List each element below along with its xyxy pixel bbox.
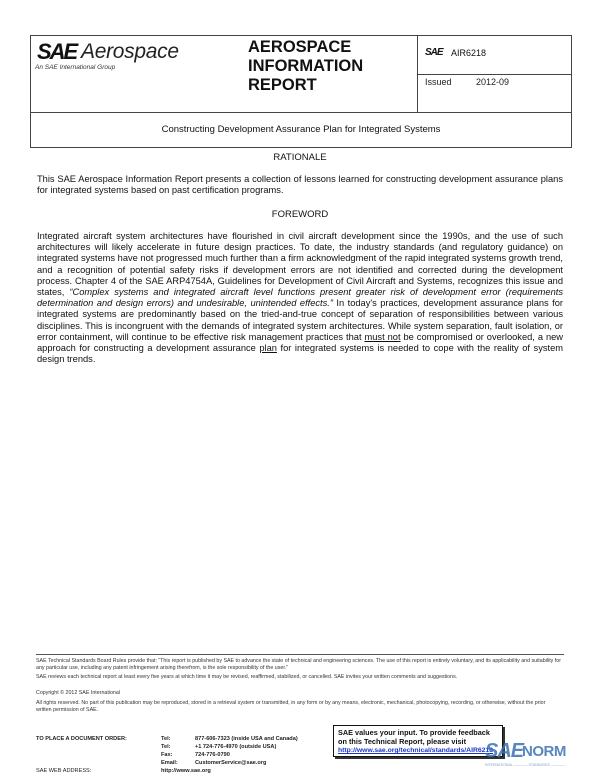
sae-aerospace-logo xyxy=(31,36,221,113)
foreword-text-part: Integrated aircraft system architectures have flourished in civil aircraft development since the 1990s, and the use of such architectures will likely accelerate in future design practices. To date, the industry standards (and regulatory guidance) on integrated systems have not progressed much further than a firm acknowledgment of the rapid integrated systems growth trend, and a recognition of potential safety risks if development errors are not identified and corrected during the development process. Chapter 4 of the SAE ARP4754A, Guidelines for Development of Civil Aircraft and Systems, recognizes this issue and states, xyxy=(37,231,563,298)
doc-type-line: REPORT xyxy=(248,76,317,94)
document-header xyxy=(30,35,572,148)
rationale-heading: RATIONALE xyxy=(273,152,327,163)
web-label: SAE WEB ADDRESS: xyxy=(36,768,92,774)
feedback-box xyxy=(333,725,503,757)
board-rules-text: SAE Technical Standards Board Rules provide that: “This report is published by SAE to advance the state of technical and engineering sciences. The use of this report is entirely voluntary, and its applicability and suitability for any particular use, including any patent infringement arising therefrom, is the sole responsibility of the user.” xyxy=(36,658,561,671)
header-top-row xyxy=(31,36,571,113)
logo-subtitle: An SAE International Group xyxy=(35,64,116,71)
doc-id-cell xyxy=(418,36,571,113)
email-link[interactable]: CustomerService@sae.org xyxy=(195,760,267,766)
phone-us: 877-606-7323 (inside USA and Canada) xyxy=(195,736,298,742)
contact-key: Fax: xyxy=(161,752,173,758)
contact-key: Email: xyxy=(161,760,178,766)
contact-key: Tel: xyxy=(161,744,171,750)
doc-number: AIR6218 xyxy=(451,48,487,58)
doc-type xyxy=(248,38,363,95)
document-title: Constructing Development Assurance Plan for Integrated Systems xyxy=(161,124,441,135)
feedback-line: SAE values your input. To provide feedback xyxy=(338,728,490,737)
foreword-text-part: for integrated systems is needed to cope with the reality of system design trends. xyxy=(37,343,563,365)
doc-type-line: AEROSPACE xyxy=(248,38,352,56)
sae-norm-watermark xyxy=(485,740,600,776)
underlined-must-not: must not xyxy=(364,331,401,342)
footer-divider xyxy=(36,654,564,655)
underlined-plan: plan xyxy=(259,343,277,354)
review-text: SAE reviews each technical report at least every five years at which time it may be revised, reaffirmed, stabilized, or cancelled. SAE invites your written comments and suggestions. xyxy=(36,674,458,680)
foreword-text xyxy=(37,231,563,365)
watermark-mark: SAE xyxy=(485,740,524,762)
order-label: TO PLACE A DOCUMENT ORDER: xyxy=(36,736,127,742)
doc-type-line: INFORMATION xyxy=(248,57,364,75)
doc-type-cell xyxy=(221,36,418,113)
web-address-link[interactable]: http://www.sae.org xyxy=(161,768,211,774)
watermark-subtitle: INTERNATIONAL ———— STANDARDS ———— xyxy=(485,763,565,767)
foreword-text-part: be compromised or overlooked, a new approach for constructing a development assurance xyxy=(37,331,564,354)
issued-label: Issued xyxy=(425,77,452,87)
fax: 724-776-0790 xyxy=(195,752,230,758)
aerospace-wordmark: Aerospace xyxy=(81,40,179,63)
foreword-text-part: In today's practices, development assurance plans for integrated systems are predominantly based on the tried-and-true concept of separation of responsibilities between various disciplines. This is incongruent with the demands of integrated system architectures. While system separation, fault isolation, or error containment, will continue to be effective risk management practices that xyxy=(37,298,563,342)
arp-quote: “Complex systems and integrated aircraft level functions present greater risk of development error (requirements determination and design errors) and undesirable, unintended effects.” xyxy=(37,287,563,309)
issued-date: 2012-09 xyxy=(476,77,510,87)
phone-intl: +1 724-776-4970 (outside USA) xyxy=(195,744,277,750)
contact-key: Tel: xyxy=(161,736,171,742)
sae-small-logo: SAE xyxy=(425,47,443,58)
rights-text: All rights reserved. No part of this publication may be reproduced, stored in a retrieval system or transmitted, in any form or by any means, electronic, mechanical, photocopying, recording, or otherwise, without the prior written permission of SAE. xyxy=(36,700,546,713)
doc-number-row xyxy=(418,36,571,75)
sae-logo-mark: SAE xyxy=(37,39,77,64)
feedback-link[interactable]: http://www.sae.org/technical/standards/AIR6218 xyxy=(338,747,493,754)
watermark-word: NORM xyxy=(522,743,566,760)
foreword-heading: FOREWORD xyxy=(271,209,329,220)
feedback-line: on this Technical Report, please visit xyxy=(338,737,466,746)
rationale-text: This SAE Aerospace Information Report presents a collection of lessons learned for constructing development assurance plans for integrated systems based on past certification programs. xyxy=(37,174,563,196)
copyright: Copyright © 2012 SAE International xyxy=(36,690,120,696)
